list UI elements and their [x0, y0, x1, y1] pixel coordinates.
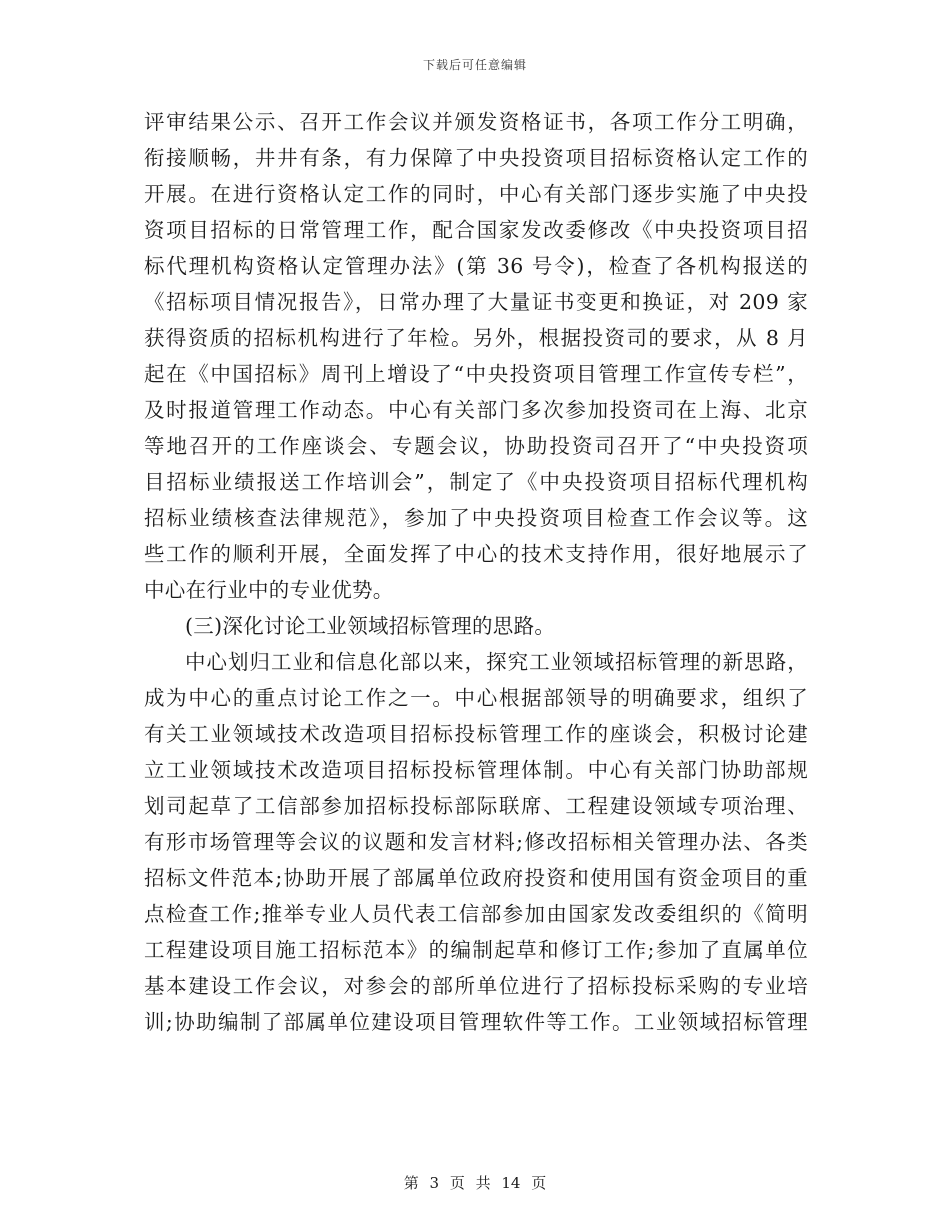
section-heading: (三)深化讨论工业领域招标管理的思路。: [185, 614, 556, 638]
text-line: 评审结果公示、召开工作会议并颁发资格证书，各项工作分工明确，: [144, 110, 808, 134]
text-line: 有形市场管理等会议的议题和发言材料;修改招标相关管理办法、各类: [144, 830, 808, 854]
text-line: 中心划归工业和信息化部以来，探究工业领域招标管理的新思路，: [185, 650, 808, 674]
text-line: 招标文件范本;协助开展了部属单位政府投资和使用国有资金项目的重: [144, 866, 808, 890]
page-header: 下载后可任意编辑: [422, 58, 527, 72]
text-line: 招标业绩核查法律规范》，参加了中央投资项目检查工作会议等。这: [144, 506, 808, 530]
text-line: 起在《中国招标》周刊上增设了“中央投资项目管理工作宣传专栏”，: [144, 362, 808, 386]
text-line: 《招标项目情况报告》，日常办理了大量证书变更和换证，对 209 家: [144, 290, 808, 314]
text-line: 中心在行业中的专业优势。: [144, 578, 394, 602]
text-line: 目招标业绩报送工作培训会”，制定了《中央投资项目招标代理机构: [144, 470, 808, 494]
text-line: 开展。在进行资格认定工作的同时，中心有关部门逐步实施了中央投: [144, 182, 808, 206]
text-line: 有关工业领域技术改造项目招标投标管理工作的座谈会，积极讨论建: [144, 722, 808, 746]
document-body: [144, 104, 808, 1040]
text-line: 衔接顺畅，井井有条，有力保障了中央投资项目招标资格认定工作的: [144, 146, 808, 170]
text-line: 工程建设项目施工招标范本》的编制起草和修订工作;参加了直属单位: [144, 938, 808, 962]
text-line: 训;协助编制了部属单位建设项目管理软件等工作。工业领域招标管理: [144, 1010, 808, 1034]
text-line: 标代理机构资格认定管理办法》(第 36 号令)，检查了各机构报送的: [144, 254, 808, 278]
page-number: 第 3 页 共 14 页: [403, 1174, 547, 1192]
text-line: 等地召开的工作座谈会、专题会议，协助投资司召开了“中央投资项: [144, 434, 808, 458]
text-line: 点检查工作;推举专业人员代表工信部参加由国家发改委组织的《简明: [144, 902, 808, 926]
text-line: 划司起草了工信部参加招标投标部际联席、工程建设领域专项治理、: [144, 794, 808, 818]
text-line: 成为中心的重点讨论工作之一。中心根据部领导的明确要求，组织了: [144, 686, 808, 710]
text-line: 基本建设工作会议，对参会的部所单位进行了招标投标采购的专业培: [144, 974, 808, 998]
text-line: 立工业领域技术改造项目招标投标管理体制。中心有关部门协助部规: [144, 758, 808, 782]
text-line: 及时报道管理工作动态。中心有关部门多次参加投资司在上海、北京: [144, 398, 808, 422]
text-line: 些工作的顺利开展，全面发挥了中心的技术支持作用，很好地展示了: [144, 542, 808, 566]
text-line: 资项目招标的日常管理工作，配合国家发改委修改《中央投资项目招: [144, 218, 808, 242]
text-line: 获得资质的招标机构进行了年检。另外，根据投资司的要求，从 8 月: [144, 326, 808, 350]
